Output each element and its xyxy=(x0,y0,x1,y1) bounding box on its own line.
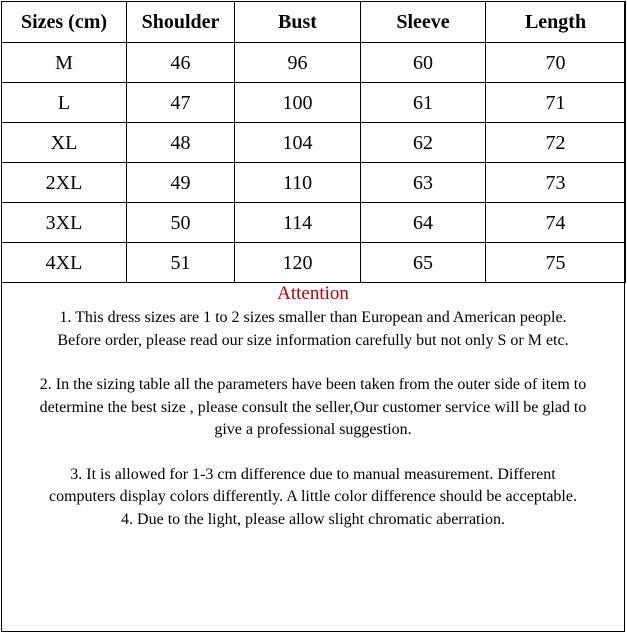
table-cell-size: L xyxy=(2,83,127,123)
table-cell: 74 xyxy=(486,203,626,243)
header-length: Length xyxy=(486,2,626,43)
note-line: determine the best size , please consult the seller,Our customer service will be glad to xyxy=(39,398,587,416)
table-cell: 65 xyxy=(361,243,486,283)
table-header-row xyxy=(2,2,626,43)
note-2 xyxy=(1,374,625,442)
note-line: 3. It is allowed for 1-3 cm difference due to manual measurement. Different xyxy=(70,465,556,483)
attention-title: Attention xyxy=(277,283,349,304)
note-line: give a professional suggestion. xyxy=(214,421,412,438)
note-4 xyxy=(1,509,625,532)
note-line: Before order, please read our size information carefully but not only S or M etc. xyxy=(57,331,569,349)
note-3 xyxy=(1,464,625,509)
table-cell: 75 xyxy=(486,243,626,283)
table-cell-size: 4XL xyxy=(2,243,127,283)
table-row xyxy=(2,83,626,123)
table-cell: 73 xyxy=(486,163,626,203)
table-row xyxy=(2,43,626,83)
table-cell: 62 xyxy=(361,123,486,163)
table-cell-size: 2XL xyxy=(2,163,127,203)
header-sizes: Sizes (cm) xyxy=(2,2,127,43)
table-cell: 70 xyxy=(486,43,626,83)
attention-notes xyxy=(1,282,625,531)
table-cell: 104 xyxy=(235,123,361,163)
table-cell: 50 xyxy=(127,203,235,243)
header-shoulder: Shoulder xyxy=(127,2,235,43)
table-row xyxy=(2,243,626,283)
table-row xyxy=(2,163,626,203)
table-cell: 100 xyxy=(235,83,361,123)
note-line: 2. In the sizing table all the parameters have been taken from the outer side of item to xyxy=(39,376,587,393)
header-sleeve: Sleeve xyxy=(361,2,486,43)
table-cell: 63 xyxy=(361,163,486,203)
table-cell-size: M xyxy=(2,43,127,83)
note-line: 4. Due to the light, please allow slight chromatic aberration. xyxy=(121,510,505,528)
table-row xyxy=(2,123,626,163)
table-cell-size: XL xyxy=(2,123,127,163)
table-cell: 96 xyxy=(235,43,361,83)
table-cell: 71 xyxy=(486,83,626,123)
table-cell: 46 xyxy=(127,43,235,83)
table-cell: 51 xyxy=(127,243,235,283)
header-bust: Bust xyxy=(235,2,361,43)
table-cell-size: 3XL xyxy=(2,203,127,243)
table-cell: 49 xyxy=(127,163,235,203)
note-line: computers display colors differently. A little color difference should be acceptable. xyxy=(49,488,577,505)
table-cell: 64 xyxy=(361,203,486,243)
size-table xyxy=(1,1,626,283)
note-line: 1. This dress sizes are 1 to 2 sizes smaller than European and American people. xyxy=(59,309,567,326)
table-row xyxy=(2,203,626,243)
table-cell: 60 xyxy=(361,43,486,83)
table-cell: 72 xyxy=(486,123,626,163)
table-cell: 110 xyxy=(235,163,361,203)
table-cell: 114 xyxy=(235,203,361,243)
note-1 xyxy=(1,307,625,352)
table-cell: 48 xyxy=(127,123,235,163)
table-cell: 61 xyxy=(361,83,486,123)
table-cell: 47 xyxy=(127,83,235,123)
table-cell: 120 xyxy=(235,243,361,283)
